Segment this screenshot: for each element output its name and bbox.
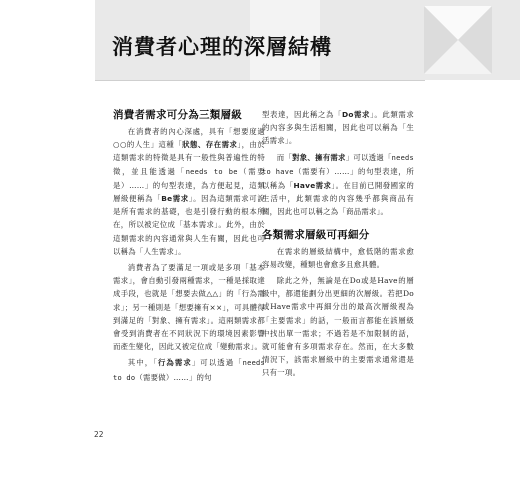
- page-number: 22: [94, 430, 104, 439]
- emphasis-text: Be需求: [161, 194, 189, 204]
- emphasis-text: 狀態、存在需求: [182, 140, 238, 150]
- english-term: needs to do: [113, 359, 265, 382]
- section-title: 各類需求層級可再細分: [262, 228, 370, 241]
- chevron-decoration-icon: [424, 6, 492, 74]
- emphasis-text: Have需求: [293, 181, 332, 191]
- paragraph: 消費者為了要滿足一項或是多項「基本需求」，會自動引發兩種需求，一種是採取達成手段，也就是「想要去做△△」的「行為需求」；另一種則是「想要擁有××」，可具體得到滿足的「對象、擁有需求」。這兩類需求都會受到消費者在不同狀況下的環境因素影響而產生變化，因此又被定位成「變動需求」。: [113, 263, 265, 352]
- left-column: [113, 108, 265, 385]
- english-term: needs to be: [185, 167, 238, 176]
- paragraph: 而「對象、擁有需求」可以透過「needs to have（需要有）……」的句型表達，所以稱為「Have需求」。在目前已開發國家的生活中，此類需求的內容幾乎都與商品有關，因此也可以稱之為「商品需求」。: [262, 152, 414, 217]
- emphasis-text: 行為需求: [157, 358, 192, 368]
- emphasis-text: 對象、擁有需求: [292, 152, 346, 162]
- chapter-title: 消費者心理的深層結構: [112, 35, 332, 59]
- english-term: needs to have: [262, 153, 414, 176]
- paragraph: 在消費者的內心深處，具有「想要度過○○的人生」這種「狀態、存在需求」，由於這類需求的特徵是具有一般性與普遍性的特徵，並且能透過「needs to be（需要是）……」的句型表達，為方便起見，這類層級便稱為「Be需求」。因為這類需求可說是所有需求的基礎，也是引發行動的根本所在，所以被定位成「基本需求」。此外，由於這類需求的內容通常與人生有關，因此也可以稱為「人生需求」。: [113, 127, 265, 256]
- emphasis-text: Do需求: [341, 110, 371, 119]
- paragraph: 在需求的層級結構中，愈低階的需求愈容易改變，種類也會愈多且愈具體。: [262, 246, 414, 269]
- section-title: 消費者需求可分為三類層級: [113, 109, 242, 121]
- title-divider: [95, 80, 425, 81]
- paragraph: 其中，「行為需求」可以透過「needs to do（需要做）……」的句: [113, 358, 265, 382]
- paragraph: 除此之外，無論是在Do或是Have的層級中，都還能劃分出更細的次層級。若把Do或Have需求中再細分出的最高次層級視為「主要需求」的話，一般而言都能在該層級中找出單一需求；不過若是不加限制的話，就可能會有多項需求存在。然而，在大多數情況下，該需求層級中的主要需求通常還是只有一項。: [262, 276, 414, 378]
- paragraph: 型表達，因此稱之為「Do需求」。此類需求的內容多與生活相關，因此也可以稱為「生活需求」。: [262, 110, 414, 146]
- right-column: [262, 108, 414, 380]
